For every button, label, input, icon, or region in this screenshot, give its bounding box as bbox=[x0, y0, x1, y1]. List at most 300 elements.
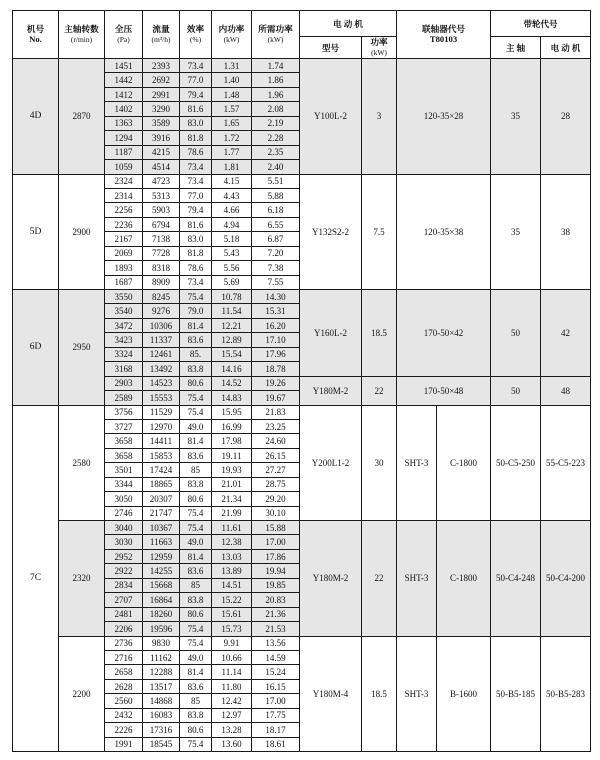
cell-pressure: 3658 bbox=[105, 448, 143, 462]
cell-internal-power: 1.40 bbox=[212, 73, 252, 87]
cell-internal-power: 17.98 bbox=[212, 434, 252, 448]
cell-pressure: 1442 bbox=[105, 73, 143, 87]
cell-pressure: 1294 bbox=[105, 131, 143, 145]
cell-efficiency: 78.6 bbox=[180, 145, 212, 159]
cell-internal-power: 21.34 bbox=[212, 492, 252, 506]
cell-flow: 3916 bbox=[143, 131, 180, 145]
cell-pressure: 2707 bbox=[105, 593, 143, 607]
cell-motor-power: 22 bbox=[362, 376, 397, 405]
cell-required-power: 15.31 bbox=[252, 304, 300, 318]
cell-flow: 7728 bbox=[143, 246, 180, 260]
header-motor: 电 动 机 bbox=[300, 11, 397, 37]
cell-internal-power: 10.66 bbox=[212, 650, 252, 664]
cell-efficiency: 79.4 bbox=[180, 87, 212, 101]
cell-flow: 3290 bbox=[143, 102, 180, 116]
cell-efficiency: 73.4 bbox=[180, 275, 212, 289]
cell-internal-power: 15.73 bbox=[212, 622, 252, 636]
cell-efficiency: 75.4 bbox=[180, 521, 212, 535]
cell-efficiency: 49.0 bbox=[180, 650, 212, 664]
cell-flow: 15853 bbox=[143, 448, 180, 462]
cell-efficiency: 81.6 bbox=[180, 217, 212, 231]
cell-required-power: 14.30 bbox=[252, 290, 300, 304]
cell-required-power: 7.20 bbox=[252, 246, 300, 260]
cell-internal-power: 5.18 bbox=[212, 232, 252, 246]
cell-flow: 18545 bbox=[143, 737, 180, 751]
cell-speed: 2950 bbox=[59, 290, 105, 406]
cell-flow: 7138 bbox=[143, 232, 180, 246]
cell-pulley-shaft: 50 bbox=[491, 290, 541, 377]
cell-flow: 21747 bbox=[143, 506, 180, 520]
cell-pressure: 3727 bbox=[105, 419, 143, 433]
cell-required-power: 7.55 bbox=[252, 275, 300, 289]
cell-flow: 14411 bbox=[143, 434, 180, 448]
cell-pressure: 2922 bbox=[105, 564, 143, 578]
cell-flow: 11663 bbox=[143, 535, 180, 549]
cell-pressure: 2226 bbox=[105, 723, 143, 737]
cell-flow: 12288 bbox=[143, 665, 180, 679]
header-pressure-unit: (Pa) bbox=[117, 34, 130, 44]
cell-motor-type: Y160L-2 bbox=[300, 290, 362, 377]
cell-flow: 12461 bbox=[143, 347, 180, 361]
cell-pressure: 1363 bbox=[105, 116, 143, 130]
cell-internal-power: 11.80 bbox=[212, 679, 252, 693]
cell-flow: 14868 bbox=[143, 694, 180, 708]
cell-coupling: 170-50×48 bbox=[397, 376, 491, 405]
cell-flow: 5313 bbox=[143, 188, 180, 202]
cell-motor-power: 30 bbox=[362, 405, 397, 521]
cell-flow: 11337 bbox=[143, 333, 180, 347]
cell-flow: 17316 bbox=[143, 723, 180, 737]
cell-internal-power: 21.99 bbox=[212, 506, 252, 520]
table-row bbox=[13, 521, 591, 535]
cell-pulley-motor: 50-C4-200 bbox=[541, 521, 591, 637]
cell-efficiency: 81.4 bbox=[180, 665, 212, 679]
cell-efficiency: 81.8 bbox=[180, 246, 212, 260]
cell-required-power: 16.20 bbox=[252, 318, 300, 332]
cell-motor-power: 18.5 bbox=[362, 636, 397, 752]
cell-coupling-b: B-1600 bbox=[437, 636, 491, 752]
cell-flow: 8245 bbox=[143, 290, 180, 304]
cell-flow: 12970 bbox=[143, 419, 180, 433]
cell-internal-power: 11.61 bbox=[212, 521, 252, 535]
cell-required-power: 2.19 bbox=[252, 116, 300, 130]
cell-internal-power: 19.11 bbox=[212, 448, 252, 462]
cell-pressure: 3472 bbox=[105, 318, 143, 332]
cell-required-power: 30.10 bbox=[252, 506, 300, 520]
cell-pulley-motor: 28 bbox=[541, 59, 591, 175]
cell-pressure: 2746 bbox=[105, 506, 143, 520]
cell-flow: 5903 bbox=[143, 203, 180, 217]
cell-required-power: 17.75 bbox=[252, 708, 300, 722]
cell-pressure: 2481 bbox=[105, 607, 143, 621]
cell-efficiency: 80.6 bbox=[180, 723, 212, 737]
cell-internal-power: 15.95 bbox=[212, 405, 252, 419]
cell-pressure: 2628 bbox=[105, 679, 143, 693]
cell-internal-power: 12.38 bbox=[212, 535, 252, 549]
cell-efficiency: 83.6 bbox=[180, 448, 212, 462]
cell-internal-power: 14.51 bbox=[212, 578, 252, 592]
cell-efficiency: 83.8 bbox=[180, 477, 212, 491]
cell-pressure: 2658 bbox=[105, 665, 143, 679]
cell-internal-power: 1.72 bbox=[212, 131, 252, 145]
cell-internal-power: 12.89 bbox=[212, 333, 252, 347]
cell-pressure: 3756 bbox=[105, 405, 143, 419]
cell-flow: 11529 bbox=[143, 405, 180, 419]
cell-pressure: 1412 bbox=[105, 87, 143, 101]
header-pulley-motor: 电 动 机 bbox=[541, 37, 591, 59]
cell-efficiency: 83.0 bbox=[180, 232, 212, 246]
cell-pressure: 3168 bbox=[105, 362, 143, 376]
cell-efficiency: 75.4 bbox=[180, 391, 212, 405]
cell-pressure: 1187 bbox=[105, 145, 143, 159]
cell-pressure: 2560 bbox=[105, 694, 143, 708]
cell-pressure: 3050 bbox=[105, 492, 143, 506]
cell-model-no: 6D bbox=[13, 290, 59, 406]
cell-efficiency: 85 bbox=[180, 463, 212, 477]
cell-internal-power: 10.78 bbox=[212, 290, 252, 304]
cell-flow: 13492 bbox=[143, 362, 180, 376]
cell-efficiency: 83.6 bbox=[180, 333, 212, 347]
cell-coupling-b: C-1800 bbox=[437, 405, 491, 521]
cell-efficiency: 83.8 bbox=[180, 708, 212, 722]
cell-efficiency: 81.4 bbox=[180, 549, 212, 563]
cell-flow: 4723 bbox=[143, 174, 180, 188]
cell-required-power: 24.60 bbox=[252, 434, 300, 448]
cell-internal-power: 12.21 bbox=[212, 318, 252, 332]
cell-internal-power: 19.93 bbox=[212, 463, 252, 477]
cell-flow: 11162 bbox=[143, 650, 180, 664]
header-coupling-code: T80103 bbox=[429, 33, 458, 44]
cell-speed: 2580 bbox=[59, 405, 105, 521]
cell-required-power: 21.36 bbox=[252, 607, 300, 621]
cell-efficiency: 75.4 bbox=[180, 737, 212, 751]
cell-efficiency: 75.4 bbox=[180, 506, 212, 520]
cell-required-power: 2.40 bbox=[252, 160, 300, 174]
cell-pressure: 2589 bbox=[105, 391, 143, 405]
cell-required-power: 26.15 bbox=[252, 448, 300, 462]
cell-required-power: 28.75 bbox=[252, 477, 300, 491]
header-pulley-shaft: 主 轴 bbox=[491, 37, 541, 59]
header-required-power-unit: (kW) bbox=[267, 34, 284, 44]
cell-flow: 15668 bbox=[143, 578, 180, 592]
cell-required-power: 5.51 bbox=[252, 174, 300, 188]
cell-pressure: 2324 bbox=[105, 174, 143, 188]
cell-required-power: 17.86 bbox=[252, 549, 300, 563]
cell-flow: 19596 bbox=[143, 622, 180, 636]
cell-coupling-b: C-1800 bbox=[437, 521, 491, 637]
cell-pressure: 3040 bbox=[105, 521, 143, 535]
table-row bbox=[13, 636, 591, 650]
cell-efficiency: 77.0 bbox=[180, 188, 212, 202]
cell-internal-power: 14.16 bbox=[212, 362, 252, 376]
cell-efficiency: 80.6 bbox=[180, 376, 212, 390]
cell-efficiency: 85. bbox=[180, 347, 212, 361]
cell-efficiency: 85 bbox=[180, 694, 212, 708]
cell-coupling: 170-50×42 bbox=[397, 290, 491, 377]
cell-internal-power: 4.43 bbox=[212, 188, 252, 202]
cell-efficiency: 75.4 bbox=[180, 290, 212, 304]
cell-efficiency: 81.4 bbox=[180, 434, 212, 448]
header-pressure bbox=[105, 11, 143, 59]
performance-table-sheet bbox=[12, 10, 590, 752]
cell-internal-power: 14.52 bbox=[212, 376, 252, 390]
cell-efficiency: 80.6 bbox=[180, 492, 212, 506]
cell-model-no: 7C bbox=[13, 405, 59, 752]
cell-coupling: 120-35×28 bbox=[397, 59, 491, 175]
cell-internal-power: 11.14 bbox=[212, 665, 252, 679]
cell-required-power: 16.15 bbox=[252, 679, 300, 693]
header-pressure-label: 全压 bbox=[114, 24, 133, 35]
cell-flow: 2393 bbox=[143, 59, 180, 73]
cell-speed: 2320 bbox=[59, 521, 105, 637]
cell-required-power: 6.18 bbox=[252, 203, 300, 217]
cell-flow: 2991 bbox=[143, 87, 180, 101]
cell-internal-power: 11.54 bbox=[212, 304, 252, 318]
cell-flow: 20307 bbox=[143, 492, 180, 506]
cell-flow: 13517 bbox=[143, 679, 180, 693]
cell-efficiency: 83.8 bbox=[180, 362, 212, 376]
cell-pressure: 2314 bbox=[105, 188, 143, 202]
cell-internal-power: 21.01 bbox=[212, 477, 252, 491]
cell-required-power: 15.24 bbox=[252, 665, 300, 679]
cell-required-power: 2.28 bbox=[252, 131, 300, 145]
cell-efficiency: 75.4 bbox=[180, 405, 212, 419]
header-flow-unit: (m³/h) bbox=[151, 34, 171, 44]
header-speed bbox=[59, 11, 105, 59]
header-coupling bbox=[397, 11, 491, 59]
cell-pulley-shaft: 50-C5-250 bbox=[491, 405, 541, 521]
fan-performance-table bbox=[12, 10, 591, 752]
cell-internal-power: 1.31 bbox=[212, 59, 252, 73]
cell-internal-power: 15.54 bbox=[212, 347, 252, 361]
cell-efficiency: 79.0 bbox=[180, 304, 212, 318]
cell-internal-power: 1.77 bbox=[212, 145, 252, 159]
cell-model-no: 4D bbox=[13, 59, 59, 175]
cell-required-power: 17.96 bbox=[252, 347, 300, 361]
cell-efficiency: 73.4 bbox=[180, 59, 212, 73]
cell-flow: 12959 bbox=[143, 549, 180, 563]
header-motor-power-unit: (kW) bbox=[371, 47, 387, 57]
cell-efficiency: 85 bbox=[180, 578, 212, 592]
header-efficiency-unit: (%) bbox=[189, 34, 202, 44]
cell-pressure: 3501 bbox=[105, 463, 143, 477]
cell-required-power: 21.83 bbox=[252, 405, 300, 419]
header-efficiency bbox=[180, 11, 212, 59]
cell-flow: 8909 bbox=[143, 275, 180, 289]
cell-internal-power: 13.28 bbox=[212, 723, 252, 737]
cell-motor-power: 22 bbox=[362, 521, 397, 637]
cell-required-power: 5.88 bbox=[252, 188, 300, 202]
header-pulley: 带轮代号 bbox=[491, 11, 591, 37]
cell-motor-power: 7.5 bbox=[362, 174, 397, 290]
cell-flow: 14255 bbox=[143, 564, 180, 578]
header-flow-label: 流量 bbox=[152, 24, 170, 35]
cell-pulley-motor: 38 bbox=[541, 174, 591, 290]
header-required-power-label: 所需功率 bbox=[258, 24, 293, 35]
cell-required-power: 15.88 bbox=[252, 521, 300, 535]
cell-pressure: 2432 bbox=[105, 708, 143, 722]
cell-internal-power: 12.97 bbox=[212, 708, 252, 722]
cell-pulley-motor: 50-B5-283 bbox=[541, 636, 591, 752]
cell-required-power: 27.27 bbox=[252, 463, 300, 477]
cell-flow: 9276 bbox=[143, 304, 180, 318]
cell-flow: 6794 bbox=[143, 217, 180, 231]
cell-required-power: 23.25 bbox=[252, 419, 300, 433]
cell-flow: 10367 bbox=[143, 521, 180, 535]
cell-efficiency: 83.0 bbox=[180, 116, 212, 130]
cell-efficiency: 81.8 bbox=[180, 131, 212, 145]
cell-flow: 10306 bbox=[143, 318, 180, 332]
cell-pressure: 1893 bbox=[105, 261, 143, 275]
cell-internal-power: 13.89 bbox=[212, 564, 252, 578]
cell-required-power: 6.55 bbox=[252, 217, 300, 231]
cell-efficiency: 75.4 bbox=[180, 636, 212, 650]
cell-pulley-shaft: 35 bbox=[491, 59, 541, 175]
cell-motor-type: Y180M-4 bbox=[300, 636, 362, 752]
cell-speed: 2200 bbox=[59, 636, 105, 752]
cell-required-power: 20.83 bbox=[252, 593, 300, 607]
cell-flow: 17424 bbox=[143, 463, 180, 477]
cell-motor-type: Y100L-2 bbox=[300, 59, 362, 175]
header-internal-power bbox=[212, 11, 252, 59]
cell-efficiency: 83.8 bbox=[180, 593, 212, 607]
cell-pressure: 1059 bbox=[105, 160, 143, 174]
cell-flow: 4215 bbox=[143, 145, 180, 159]
cell-required-power: 6.87 bbox=[252, 232, 300, 246]
header-internal-power-label: 内功率 bbox=[218, 24, 245, 35]
cell-pressure: 2256 bbox=[105, 203, 143, 217]
cell-motor-type: Y200L1-2 bbox=[300, 405, 362, 521]
cell-required-power: 7.38 bbox=[252, 261, 300, 275]
cell-efficiency: 75.4 bbox=[180, 622, 212, 636]
cell-internal-power: 5.69 bbox=[212, 275, 252, 289]
cell-required-power: 19.94 bbox=[252, 564, 300, 578]
cell-pressure: 3324 bbox=[105, 347, 143, 361]
cell-required-power: 2.35 bbox=[252, 145, 300, 159]
cell-pressure: 3344 bbox=[105, 477, 143, 491]
cell-required-power: 17.00 bbox=[252, 535, 300, 549]
cell-pressure: 3030 bbox=[105, 535, 143, 549]
header-model-no bbox=[13, 11, 59, 59]
cell-internal-power: 15.61 bbox=[212, 607, 252, 621]
header-internal-power-unit: (kW) bbox=[223, 34, 240, 44]
cell-flow: 15553 bbox=[143, 391, 180, 405]
table-row bbox=[13, 405, 591, 419]
cell-model-no: 5D bbox=[13, 174, 59, 290]
cell-internal-power: 1.57 bbox=[212, 102, 252, 116]
cell-internal-power: 13.03 bbox=[212, 549, 252, 563]
cell-motor-power: 3 bbox=[362, 59, 397, 175]
cell-efficiency: 78.6 bbox=[180, 261, 212, 275]
header-speed-label: 主轴转数 bbox=[64, 24, 99, 35]
cell-internal-power: 5.43 bbox=[212, 246, 252, 260]
cell-required-power: 29.20 bbox=[252, 492, 300, 506]
table-row bbox=[13, 59, 591, 73]
cell-flow: 2692 bbox=[143, 73, 180, 87]
cell-efficiency: 83.6 bbox=[180, 679, 212, 693]
table-body bbox=[13, 59, 591, 752]
cell-pressure: 2834 bbox=[105, 578, 143, 592]
cell-efficiency: 80.6 bbox=[180, 607, 212, 621]
cell-pressure: 2736 bbox=[105, 636, 143, 650]
cell-flow: 18260 bbox=[143, 607, 180, 621]
cell-pressure: 2716 bbox=[105, 650, 143, 664]
cell-required-power: 19.85 bbox=[252, 578, 300, 592]
cell-required-power: 1.86 bbox=[252, 73, 300, 87]
cell-internal-power: 14.83 bbox=[212, 391, 252, 405]
cell-efficiency: 49.0 bbox=[180, 419, 212, 433]
header-motor-power-label: 功率 bbox=[370, 37, 388, 48]
cell-pressure: 2069 bbox=[105, 246, 143, 260]
cell-pulley-shaft: 50 bbox=[491, 376, 541, 405]
cell-pulley-motor: 48 bbox=[541, 376, 591, 405]
cell-efficiency: 49.0 bbox=[180, 535, 212, 549]
cell-efficiency: 73.4 bbox=[180, 160, 212, 174]
table-header bbox=[13, 11, 591, 59]
cell-coupling-a: SHT-3 bbox=[397, 521, 437, 637]
cell-pressure: 1402 bbox=[105, 102, 143, 116]
cell-required-power: 18.78 bbox=[252, 362, 300, 376]
cell-internal-power: 13.60 bbox=[212, 737, 252, 751]
header-efficiency-label: 效率 bbox=[186, 24, 205, 35]
cell-flow: 4514 bbox=[143, 160, 180, 174]
cell-flow: 16083 bbox=[143, 708, 180, 722]
cell-motor-type: Y180M-2 bbox=[300, 521, 362, 637]
cell-flow: 9830 bbox=[143, 636, 180, 650]
cell-required-power: 2.08 bbox=[252, 102, 300, 116]
cell-internal-power: 1.81 bbox=[212, 160, 252, 174]
cell-pressure: 2167 bbox=[105, 232, 143, 246]
cell-required-power: 18.61 bbox=[252, 737, 300, 751]
cell-pulley-shaft: 50-C4-248 bbox=[491, 521, 541, 637]
cell-pressure: 1991 bbox=[105, 737, 143, 751]
cell-motor-type: Y180M-2 bbox=[300, 376, 362, 405]
cell-efficiency: 81.6 bbox=[180, 102, 212, 116]
table-row bbox=[13, 174, 591, 188]
header-model-no-en: No. bbox=[29, 33, 42, 44]
cell-internal-power: 4.66 bbox=[212, 203, 252, 217]
cell-required-power: 17.10 bbox=[252, 333, 300, 347]
cell-efficiency: 83.6 bbox=[180, 564, 212, 578]
cell-pulley-motor: 42 bbox=[541, 290, 591, 377]
table-row bbox=[13, 290, 591, 304]
cell-pressure: 2236 bbox=[105, 217, 143, 231]
cell-coupling-a: SHT-3 bbox=[397, 405, 437, 521]
cell-coupling: 120-35×38 bbox=[397, 174, 491, 290]
cell-pulley-shaft: 35 bbox=[491, 174, 541, 290]
cell-required-power: 18.17 bbox=[252, 723, 300, 737]
cell-internal-power: 5.56 bbox=[212, 261, 252, 275]
cell-internal-power: 1.48 bbox=[212, 87, 252, 101]
cell-pressure: 3540 bbox=[105, 304, 143, 318]
cell-required-power: 14.59 bbox=[252, 650, 300, 664]
cell-flow: 3589 bbox=[143, 116, 180, 130]
cell-flow: 8318 bbox=[143, 261, 180, 275]
cell-pressure: 3658 bbox=[105, 434, 143, 448]
cell-pressure: 3423 bbox=[105, 333, 143, 347]
cell-internal-power: 1.65 bbox=[212, 116, 252, 130]
cell-flow: 14523 bbox=[143, 376, 180, 390]
cell-pressure: 3550 bbox=[105, 290, 143, 304]
cell-efficiency: 73.4 bbox=[180, 174, 212, 188]
cell-speed: 2900 bbox=[59, 174, 105, 290]
cell-flow: 18865 bbox=[143, 477, 180, 491]
header-coupling-label: 联轴器代号 bbox=[422, 23, 466, 34]
header-required-power bbox=[252, 11, 300, 59]
cell-coupling-a: SHT-3 bbox=[397, 636, 437, 752]
cell-efficiency: 79.4 bbox=[180, 203, 212, 217]
header-flow bbox=[143, 11, 180, 59]
